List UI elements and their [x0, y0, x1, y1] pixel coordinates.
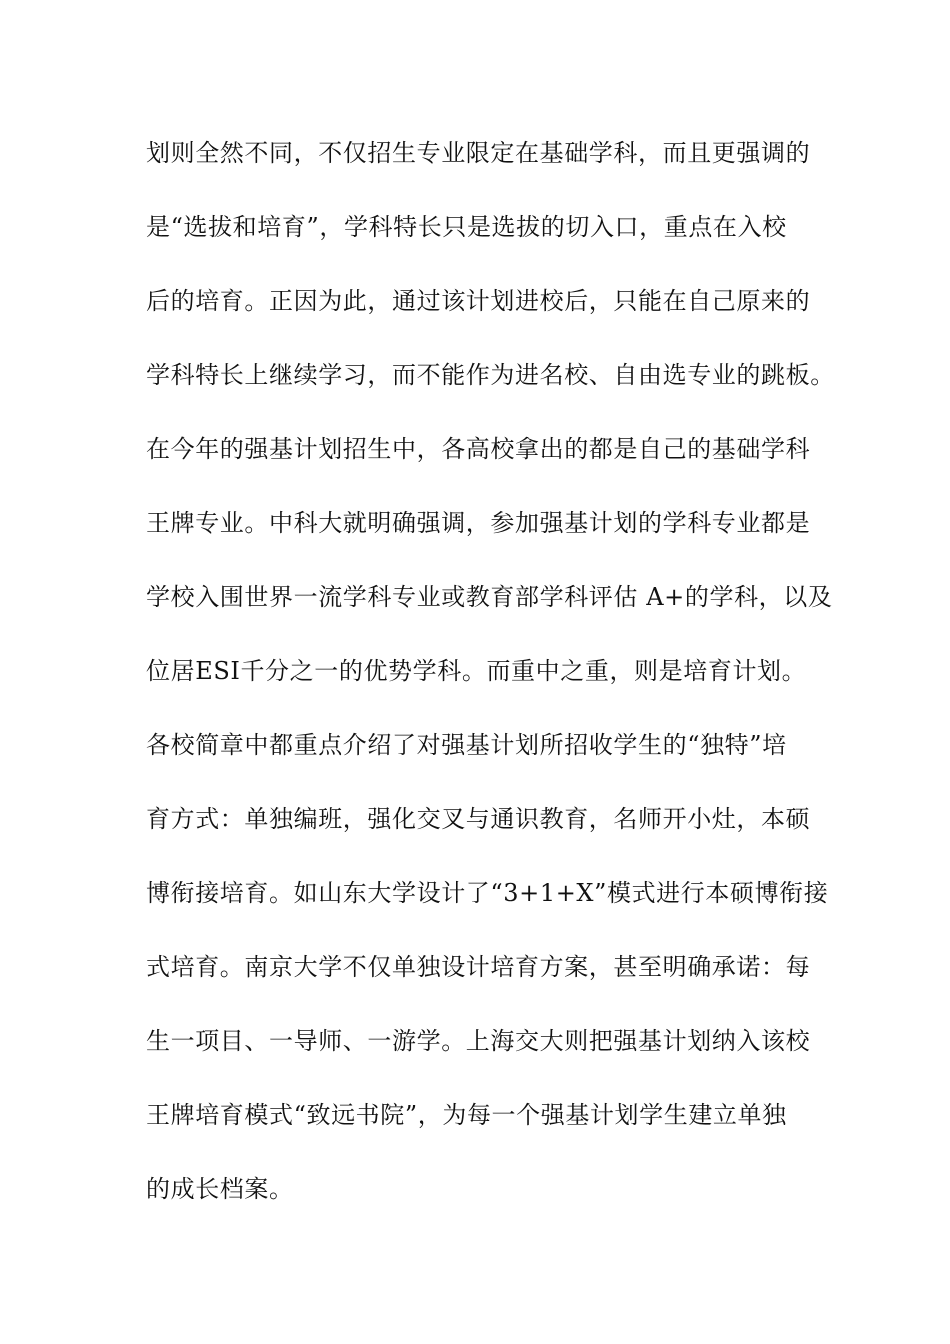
text-line-15: 的成长档案。: [146, 1175, 294, 1203]
text-line-12: 式培育。南京大学不仅单独设计培育方案，甚至明确承诺：每: [146, 953, 811, 981]
body-text: [146, 128, 835, 1238]
text-line-8: 位居ESI千分之一的优势学科。而重中之重，则是培育计划。: [146, 657, 807, 685]
text-line-4: 学科特长上继续学习，而不能作为进名校、自由选专业的跳板。: [146, 361, 835, 389]
text-line-3: 后的培育。正因为此，通过该计划进校后，只能在自己原来的: [146, 287, 811, 315]
text-line-10: 育方式：单独编班，强化交叉与通识教育，名师开小灶，本硕: [146, 805, 811, 833]
text-line-2: 是“选拔和培育”，学科特长只是选拔的切入口，重点在入校: [146, 213, 787, 241]
text-line-5: 在今年的强基计划招生中，各高校拿出的都是自己的基础学科: [146, 435, 811, 463]
text-line-14: 王牌培育模式“致远书院”，为每一个强基计划学生建立单独: [146, 1101, 787, 1129]
text-line-1: 划则全然不同，不仅招生专业限定在基础学科，而且更强调的: [146, 139, 811, 167]
text-line-13: 生一项目、一导师、一游学。上海交大则把强基计划纳入该校: [146, 1027, 811, 1055]
text-line-11: 博衔接培育。如山东大学设计了“3+1+X”模式进行本硕博衔接: [146, 879, 829, 907]
text-line-9: 各校简章中都重点介绍了对强基计划所招收学生的“独特”培: [146, 731, 787, 759]
text-line-7: 学校入围世界一流学科专业或教育部学科评估 A+的学科，以及: [146, 583, 833, 611]
text-line-6: 王牌专业。中科大就明确强调，参加强基计划的学科专业都是: [146, 509, 811, 537]
